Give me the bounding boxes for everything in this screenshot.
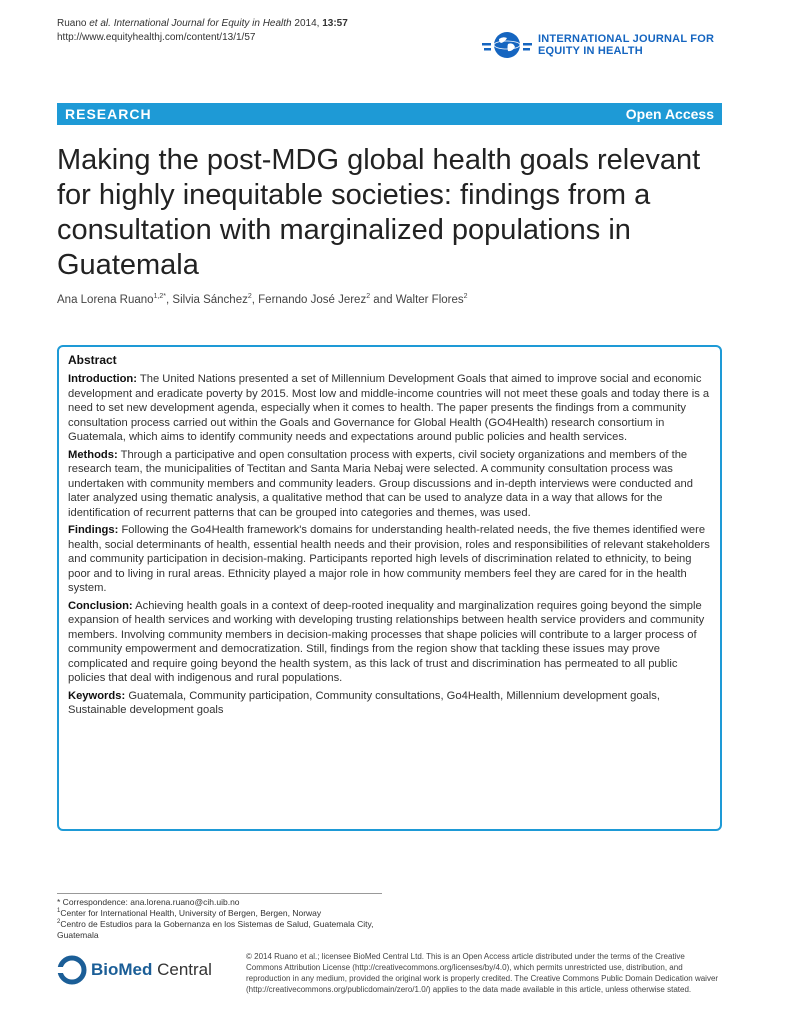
author-affiliation: 2 [247,293,252,301]
footnotes [57,893,382,941]
citation-url[interactable]: http://www.equityhealthj.com/content/13/1/57 [57,32,256,43]
open-access-label: Open Access [625,106,714,122]
citation-header [57,17,348,45]
journal-logo[interactable] [482,30,714,60]
author-affiliation: 2 [366,293,371,301]
abstract-keywords: Keywords: Guatemala, Community participation, Community consultations, Go4Health, Millennium development goals, Sustainable development goals [68,689,660,716]
author-name[interactable]: Ana Lorena Ruano [57,294,154,306]
author-name[interactable]: Walter Flores [395,294,464,306]
publisher-name: BioMed Central [91,960,212,979]
author-affiliation: 1,2* [153,293,167,301]
abstract-findings: Findings: Following the Go4Health framework's domains for understanding health-related needs, the five themes identified were health, social determinants of health, essential health needs and their provision, roles and responsibilities of relevant stakeholders and community participation in decision-making. Participants reported high levels of discrimination related to ethnicity, to being poor and to living in rural areas. Ethnicity played a major role in how community members feel they are cared for in the health system. [68,524,710,594]
author-affiliation: 2 [463,293,468,301]
journal-name: INTERNATIONAL JOURNAL FOR EQUITY IN HEALTH [538,33,715,57]
affiliation-note: $^2$Centro de Estudios para la Gobernanza en los Sistemas de Salud, Guatemala City, Guatemala [57,919,374,940]
article-type: RESEARCH [65,106,152,122]
article-title: Making the post-MDG global health goals relevant for highly inequitable societies: findings from a consultation with marginalized populations in Guatemala [57,144,701,281]
author-name[interactable]: Silvia Sánchez [172,294,248,306]
abstract-methods: Methods: Through a participative and open consultation process with experts, civil society organizations and members of the research team, the municipalities of Tectitan and Santa Maria Nebaj were selected. A community consultation process was undertaken with community members and community leaders. Group discussions and in-depth interviews were conducted and later analyzed using thematic analysis, a qualitative method that can be used to analyze data in a way that allows for the identification of recurrent patterns that can be grouped into categories and themes, was used. [68,448,693,519]
correspondence-note[interactable]: * Correspondence: ana.lorena.ruano@cih.uib.no [57,897,240,907]
publisher-logo[interactable] [57,955,212,985]
author-name[interactable]: Fernando José Jerez [258,294,367,306]
abstract-heading: Abstract [68,353,117,367]
license-statement: © 2014 Ruano et al.; licensee BioMed Central Ltd. This is an Open Access article distributed under the terms of the Creative Commons Attribution License (http://creativecommons.org/licenses/by/4.0), which permits unrestricted use, distribution, and reproduction in any medium, provided the original work is properly credited. The Creative Commons Public Domain Dedication waiver (http://creativecommons.org/publicdomain/zero/1.0/) applies to the data made available in this article, unless otherwise stated. [246,952,719,994]
biomed-central-logo-icon [57,955,87,985]
affiliation-note: $^1$Center for International Health, University of Bergen, Bergen, Norway [57,908,322,918]
author-list: Ana Lorena Ruano$^{1,2*}$, Silvia Sánchez$^2$, Fernando José Jerez$^2$ and Walter Flores$^2$ [57,293,468,306]
abstract-box [57,345,722,831]
abstract-conclusion: Conclusion: Achieving health goals in a context of deep-rooted inequality and marginalization requires going beyond the simple expansion of health services and working with developing trusting relationships between health service providers and community members. Involving community members in decision-making processes that shape policies will contribute to a larger process of community empowerment and democratization. Still, findings from the region show that tackling these issues may prove complicated and require going beyond the health system, as this lack of trust and discrimination has permeated to all public policies that deal with indigenous and rural populations. [68,599,705,684]
globe-icon [482,30,532,60]
citation-line: Ruano et al. International Journal for Equity in Health 2014, 13:57 [57,18,348,29]
article-type-banner [57,103,722,125]
abstract-introduction: Introduction: The United Nations presented a set of Millennium Development Goals that aimed to improve social and economic development and eradicate poverty by 2015. Most low and middle-income countries will not meet these goals and today there is a need to set new development agenda, especially when it comes to health. The paper presents the findings from a community consultation process carried out within the Goals and Governance for Global Health (GO4Health) research consortium in Guatemala, which aims to identify community needs and expectations around public policies and health services. [68,373,710,443]
